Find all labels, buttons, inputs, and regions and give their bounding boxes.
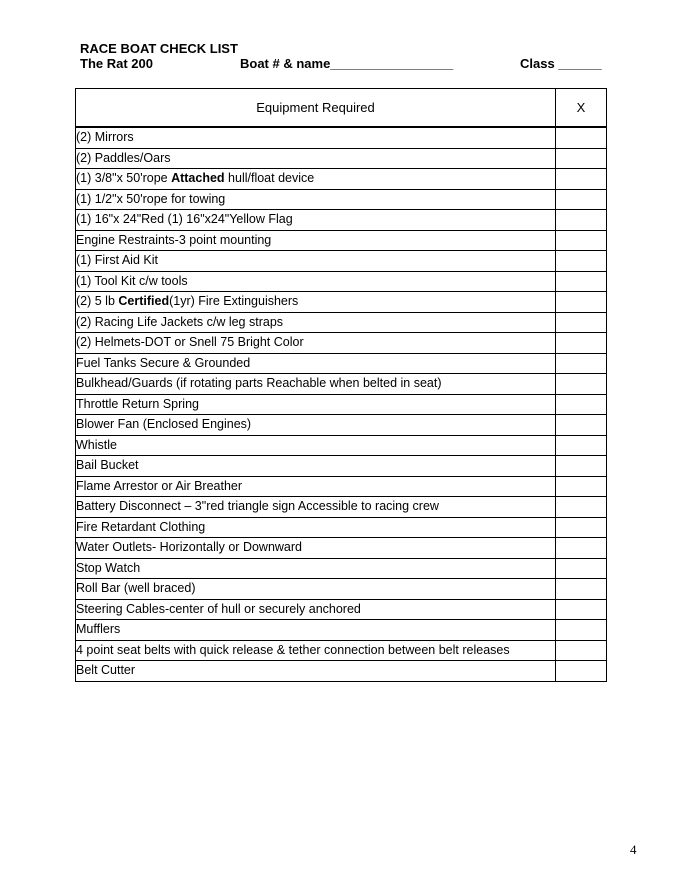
item-text: hull/float device	[224, 171, 315, 186]
table-row	[76, 251, 607, 272]
equipment-item	[76, 169, 556, 190]
item-text: Throttle Return Spring	[76, 396, 199, 411]
table-row	[76, 620, 607, 641]
equipment-item	[76, 210, 556, 231]
item-text: Whistle	[76, 437, 117, 452]
emphasis-text: Certified	[118, 294, 170, 309]
check-cell[interactable]	[556, 415, 607, 436]
equipment-item	[76, 599, 556, 620]
equipment-item	[76, 456, 556, 477]
item-text: Fire Retardant Clothing	[76, 519, 206, 534]
check-cell[interactable]	[556, 312, 607, 333]
check-cell[interactable]	[556, 292, 607, 313]
table-row	[76, 456, 607, 477]
item-text: (2) Mirrors	[76, 130, 134, 145]
table-row	[76, 210, 607, 231]
table-row	[76, 271, 607, 292]
item-text: (1) First Aid Kit	[76, 253, 158, 268]
equipment-checklist-table	[75, 88, 607, 682]
item-text: Belt Cutter	[76, 663, 136, 678]
equipment-item	[76, 127, 556, 148]
check-cell[interactable]	[556, 394, 607, 415]
check-cell[interactable]	[556, 435, 607, 456]
item-text: Blower Fan (Enclosed Engines)	[76, 417, 252, 432]
item-text: (2) Helmets-DOT or Snell 75 Bright Color	[76, 335, 304, 350]
check-cell[interactable]	[556, 148, 607, 169]
document-title: RACE BOAT CHECK LIST	[80, 41, 238, 56]
check-cell[interactable]	[556, 251, 607, 272]
table-row	[76, 497, 607, 518]
check-cell[interactable]	[556, 456, 607, 477]
check-cell[interactable]	[556, 271, 607, 292]
check-cell[interactable]	[556, 620, 607, 641]
table-row	[76, 661, 607, 682]
item-text: (1) 3/8"x 50'rope	[76, 171, 172, 186]
equipment-item	[76, 251, 556, 272]
emphasis-text: Attached	[171, 171, 225, 186]
table-row	[76, 312, 607, 333]
table-row	[76, 415, 607, 436]
table-row	[76, 394, 607, 415]
item-text: (2) 5 lb	[76, 294, 119, 309]
check-cell[interactable]	[556, 558, 607, 579]
equipment-item	[76, 558, 556, 579]
table-row	[76, 538, 607, 559]
table-row	[76, 374, 607, 395]
equipment-item	[76, 230, 556, 251]
document-header	[80, 41, 620, 71]
check-cell[interactable]	[556, 661, 607, 682]
equipment-item	[76, 353, 556, 374]
check-cell[interactable]	[556, 374, 607, 395]
check-cell[interactable]	[556, 497, 607, 518]
check-cell[interactable]	[556, 640, 607, 661]
check-cell[interactable]	[556, 333, 607, 354]
item-text: Fuel Tanks Secure & Grounded	[76, 355, 251, 370]
equipment-item	[76, 292, 556, 313]
equipment-item	[76, 148, 556, 169]
header-fields	[80, 56, 620, 71]
table-row	[76, 640, 607, 661]
table-header-row	[76, 89, 607, 128]
equipment-item	[76, 312, 556, 333]
check-cell[interactable]	[556, 127, 607, 148]
item-text: Roll Bar (well braced)	[76, 581, 196, 596]
equipment-item	[76, 640, 556, 661]
check-cell[interactable]	[556, 210, 607, 231]
item-text: Mufflers	[76, 622, 121, 637]
equipment-required-header: Equipment Required	[76, 89, 556, 128]
check-cell[interactable]	[556, 169, 607, 190]
check-cell[interactable]	[556, 189, 607, 210]
equipment-item	[76, 661, 556, 682]
boat-name-field: Boat # & name_________________	[240, 56, 454, 71]
equipment-item	[76, 394, 556, 415]
equipment-item	[76, 497, 556, 518]
equipment-item	[76, 620, 556, 641]
item-text: Battery Disconnect – 3"red triangle sign Accessible to racing crew	[76, 499, 439, 514]
table-row	[76, 579, 607, 600]
item-text: Bulkhead/Guards (if rotating parts Reachable when belted in seat)	[76, 376, 442, 391]
check-cell[interactable]	[556, 517, 607, 538]
item-text: Stop Watch	[76, 560, 141, 575]
class-field: Class ______	[520, 56, 602, 71]
table-row	[76, 333, 607, 354]
item-text: (1) Tool Kit c/w tools	[76, 273, 188, 288]
table-row	[76, 599, 607, 620]
table-row	[76, 230, 607, 251]
item-text: Engine Restraints-3 point mounting	[76, 232, 272, 247]
item-text: Steering Cables-center of hull or securely anchored	[76, 601, 361, 616]
check-cell[interactable]	[556, 476, 607, 497]
check-column-header: X	[556, 89, 607, 128]
check-cell[interactable]	[556, 230, 607, 251]
equipment-item	[76, 517, 556, 538]
checklist-body	[76, 127, 607, 681]
check-cell[interactable]	[556, 353, 607, 374]
item-text: Water Outlets- Horizontally or Downward	[76, 540, 302, 555]
item-text: (1) 1/2"x 50'rope for towing	[76, 191, 226, 206]
check-cell[interactable]	[556, 599, 607, 620]
item-text: (1yr) Fire Extinguishers	[169, 294, 299, 309]
series-label: The Rat 200	[80, 56, 153, 71]
table-row	[76, 148, 607, 169]
item-text: (1) 16"x 24"Red (1) 16"x24"Yellow Flag	[76, 212, 293, 227]
table-row	[76, 476, 607, 497]
table-row	[76, 353, 607, 374]
table-row	[76, 517, 607, 538]
table-row	[76, 435, 607, 456]
item-text: 4 point seat belts with quick release & tether connection between belt releases	[76, 642, 510, 657]
item-text: Flame Arrestor or Air Breather	[76, 478, 243, 493]
equipment-item	[76, 271, 556, 292]
equipment-item	[76, 189, 556, 210]
item-text: (2) Paddles/Oars	[76, 150, 171, 165]
item-text: (2) Racing Life Jackets c/w leg straps	[76, 314, 284, 329]
equipment-item	[76, 435, 556, 456]
table-row	[76, 558, 607, 579]
equipment-item	[76, 333, 556, 354]
equipment-item	[76, 579, 556, 600]
table-row	[76, 169, 607, 190]
equipment-item	[76, 476, 556, 497]
table-row	[76, 127, 607, 148]
equipment-item	[76, 538, 556, 559]
table-row	[76, 189, 607, 210]
equipment-item	[76, 415, 556, 436]
item-text: Bail Bucket	[76, 458, 139, 473]
table-row	[76, 292, 607, 313]
check-cell[interactable]	[556, 579, 607, 600]
check-cell[interactable]	[556, 538, 607, 559]
equipment-item	[76, 374, 556, 395]
page-number: 4	[630, 842, 637, 857]
